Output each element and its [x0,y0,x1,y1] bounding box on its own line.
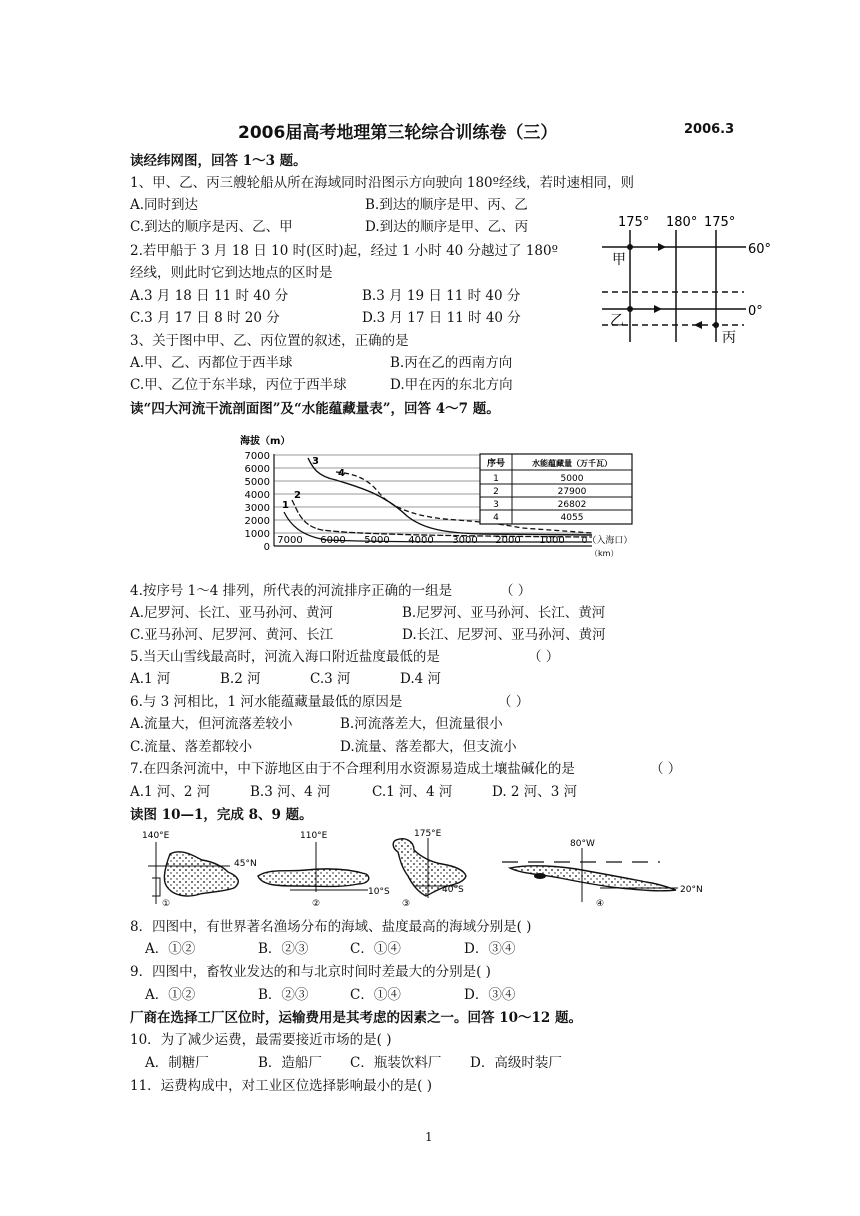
table-row3-value: 26802 [557,500,587,510]
ytick-0: 0 [263,542,270,553]
q3-option-c: C.甲、乙位于东半球，丙位于西半球 [130,377,347,393]
table-header-energy: 水能蕴藏量（万千瓦） [532,459,612,468]
q4-option-d: D.长江、尼罗河、亚马孙河、黄河 [402,627,606,643]
ytick-7000: 7000 [244,451,270,462]
ytick-2000: 2000 [244,516,270,527]
lat-label-0: 0° [748,304,763,319]
q4-option-b: B.尼罗河、亚马孙河、长江、黄河 [402,605,606,621]
question-6: 6.与 3 河相比，1 河水能蕴藏量最低的原因是 [130,694,403,710]
q1-option-d: D.到达的顺序是甲、乙、丙 [365,219,529,235]
question-10: 10．为了减少运费，最需要接近市场的是( ) [130,1032,392,1048]
q4-option-a: A.尼罗河、长江、亚马孙河、黄河 [130,605,334,621]
table-row2-value: 27900 [557,487,587,497]
map1-number: ① [162,899,171,909]
sea-map-2 [258,831,390,909]
question-2-line2: 经线，则此时它到达地点的区时是 [130,265,333,281]
question-9: 9．四图中，畜牧业发达的和与北京时间时差最大的分别是( ) [130,964,491,980]
q5-option-d: D.4 河 [400,671,442,687]
ytick-5000: 5000 [244,477,270,488]
map4-lat: 20°N [680,885,703,895]
ytick-4000: 4000 [244,490,270,501]
xtick-7000: 7000 [277,535,303,546]
question-1: 1、甲、乙、丙三艘轮船从所在海域同时沿图示方向驶向 180º经线，若时速相同，则 [130,175,634,191]
q6-option-d: D.流量、落差都大，但支流小 [340,739,517,755]
q5-option-b: B.2 河 [220,671,261,687]
q6-answer-blank: （ ） [498,694,530,710]
q10-option-a: A．制糖厂 [145,1055,209,1071]
xtick-5000: 5000 [364,535,390,546]
map1-lon: 140°E [142,831,170,841]
q1-option-a: A.同时到达 [130,197,199,213]
q10-option-c: C．瓶装饮料厂 [350,1055,442,1071]
q5-option-a: A.1 河 [130,671,171,687]
q8-option-c: C．①④ [350,941,401,957]
river-profile-figure [232,432,652,562]
q2-option-c: C.3 月 17 日 8 时 20 分 [130,310,280,326]
table-row3-index: 3 [493,500,499,510]
sea-map-1 [142,831,257,909]
q2-option-d: D.3 月 17 日 11 时 40 分 [362,310,521,326]
exam-date: 2006.3 [684,122,735,137]
question-2-line1: 2.若甲船于 3 月 18 日 10 时(区时)起，经过 1 小时 40 分越过了 180º [130,243,558,259]
q3-option-d: D.甲在丙的东北方向 [390,377,513,393]
q7-option-b: B.3 河、4 河 [250,784,331,800]
q2-option-b: B.3 月 19 日 11 时 40 分 [362,288,521,304]
graticule-map [596,200,786,350]
sea-map-3 [393,829,466,909]
question-11: 11．运费构成中，对工业区位选择影响最小的是( ) [130,1078,433,1094]
question-4: 4.按序号 1～4 排列，所代表的河流排序正确的一组是 [130,583,453,599]
q6-option-c: C.流量、落差都较小 [130,739,253,755]
section-intro-4: 厂商在选择工厂区位时，运输费用是其考虑的因素之一。回答 10～12 题。 [130,1010,582,1026]
question-7: 7.在四条河流中，中下游地区由于不合理利用水资源易造成土壤盐碱化的是 [130,761,575,777]
map3-lon: 175°E [414,829,442,839]
table-row4-value: 4055 [560,513,584,523]
xtick-0-mouth: 0（入海口） [581,536,633,546]
lat-label-60: 60° [748,242,772,257]
q9-option-c: C．①④ [350,987,401,1003]
profile-ylabel: 海拔（m） [240,436,291,447]
q8-option-d: D．③④ [464,941,516,957]
curve-label-4: 4 [338,468,345,479]
question-3: 3、关于图中甲、乙、丙位置的叙述，正确的是 [130,333,409,349]
ship-jia: 甲 [612,252,626,268]
sea-map-4 [502,839,703,909]
q5-answer-blank: （ ） [528,649,560,665]
q9-option-b: B．②③ [258,987,309,1003]
table-row2-index: 2 [493,487,499,497]
map4-lon: 80°W [570,839,595,849]
profile-xunit: （km） [590,549,619,558]
q9-option-d: D．③④ [464,987,516,1003]
table-row4-index: 4 [493,513,499,523]
map4-number: ④ [596,899,605,909]
q2-option-a: A.3 月 18 日 11 时 40 分 [130,288,289,304]
q5-option-c: C.3 河 [310,671,351,687]
page-title: 2006届高考地理第三轮综合训练卷（三） [238,123,558,143]
xtick-2000: 2000 [495,535,521,546]
lon-label-175-east: 175° [704,215,736,230]
table-row1-index: 1 [493,474,499,484]
question-8: 8．四图中，有世界著名渔场分布的海域、盐度最高的海域分别是( ) [130,919,532,935]
map3-lat: 40°S [442,885,464,895]
xtick-4000: 4000 [408,535,434,546]
q3-option-a: A.甲、乙、丙都位于西半球 [130,355,293,371]
q1-option-b: B.到达的顺序是甲、丙、乙 [365,197,528,213]
page-number: 1 [425,1130,433,1144]
q7-answer-blank: （ ） [650,761,682,777]
curve-label-2: 2 [294,490,301,501]
map2-lat: 10°S [368,887,390,897]
lon-label-175-west: 175° [618,215,650,230]
ytick-3000: 3000 [244,503,270,514]
ytick-1000: 1000 [244,529,270,540]
q4-answer-blank: （ ） [500,583,532,599]
q4-option-c: C.亚马孙河、尼罗河、黄河、长江 [130,627,334,643]
lon-label-180: 180° [666,215,698,230]
xtick-6000: 6000 [320,535,346,546]
q7-option-a: A.1 河、2 河 [130,784,211,800]
ship-yi: 乙 [610,313,624,329]
q7-option-d: D. 2 河、3 河 [492,784,578,800]
map3-number: ③ [402,899,411,909]
q6-option-a: A.流量大，但河流落差较小 [130,716,293,732]
table-row1-value: 5000 [560,474,584,484]
map2-number: ② [312,899,321,909]
q10-option-d: D．高级时装厂 [470,1055,562,1071]
q3-option-b: B.丙在乙的西南方向 [390,355,513,371]
map1-lat: 45°N [234,859,257,869]
table-header-index: 序号 [486,459,506,469]
q7-option-c: C.1 河、4 河 [372,784,453,800]
section-intro-1: 读经纬网图，回答 1～3 题。 [130,153,307,169]
q6-option-b: B.河流落差大，但流量很小 [340,716,503,732]
curve-label-1: 1 [282,500,289,511]
q8-option-a: A．①② [145,941,196,957]
energy-table [480,454,632,524]
xtick-1000: 1000 [539,535,565,546]
four-sea-maps [130,826,703,910]
ship-bing: 丙 [722,330,736,346]
section-intro-3: 读图 10—1，完成 8、9 题。 [130,807,313,823]
q9-option-a: A．①② [145,987,196,1003]
section-intro-2: 读“四大河流干流剖面图”及“水能蕴藏量表”，回答 4～7 题。 [130,401,500,417]
map2-lon: 110°E [300,831,328,841]
q1-option-c: C.到达的顺序是丙、乙、甲 [130,219,293,235]
curve-label-3: 3 [312,456,319,467]
q10-option-b: B．造船厂 [258,1055,322,1071]
xtick-3000: 3000 [452,535,478,546]
ytick-6000: 6000 [244,464,270,475]
q8-option-b: B．②③ [258,941,309,957]
question-5: 5.当天山雪线最高时，河流入海口附近盐度最低的是 [130,649,440,665]
